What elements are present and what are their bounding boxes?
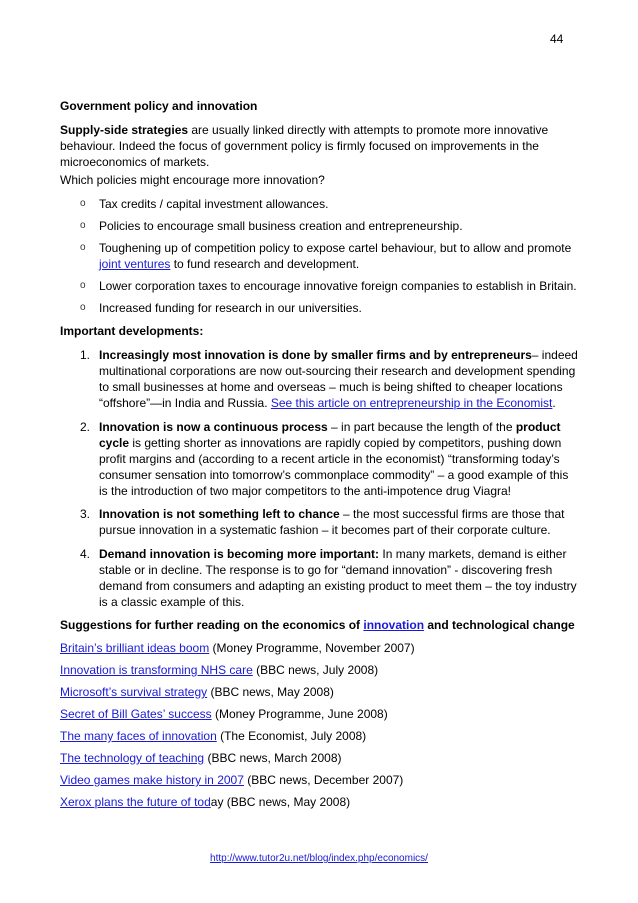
reading-item: Video games make history in 2007 (BBC news, December 2007) xyxy=(60,773,404,787)
reading-item: Microsoft’s survival strategy (BBC news, May 2008) xyxy=(60,685,334,699)
bullet-marker: o xyxy=(80,302,86,313)
intro-bold: Supply-side strategies xyxy=(60,123,189,137)
suggestions-heading: Suggestions for further reading on the economics of innovation and technological change xyxy=(60,618,575,632)
innovation-link[interactable]: innovation xyxy=(363,618,425,632)
bullet-marker: o xyxy=(80,198,86,209)
page-number: 44 xyxy=(550,32,564,46)
bullet-marker: o xyxy=(80,220,86,231)
section-heading: Government policy and innovation xyxy=(60,99,258,113)
developments-heading: Important developments: xyxy=(60,324,204,338)
reading-item: Secret of Bill Gates’ success (Money Programme, June 2008) xyxy=(60,707,388,721)
reading-item: Xerox plans the future of today (BBC news, May 2008) xyxy=(60,795,351,809)
question-text: Which policies might encourage more innovation? xyxy=(60,173,325,187)
bullet-marker: o xyxy=(80,280,86,291)
bullet-marker: o xyxy=(80,242,86,253)
economist-article-link[interactable]: See this article on entrepreneurship in the Economist xyxy=(270,396,553,410)
reading-item: Britain’s brilliant ideas boom (Money Programme, November 2007) xyxy=(60,641,415,655)
joint-ventures-link[interactable]: joint ventures xyxy=(99,257,171,271)
reading-item: The many faces of innovation (The Economist, July 2008) xyxy=(60,729,367,743)
footer xyxy=(0,851,638,867)
footer-link[interactable]: http://www.tutor2u.net/blog/index.php/economics/ xyxy=(210,853,428,864)
intro-text: are usually linked directly with attempts to promote more innovative behaviour. Indeed the focus of government policy is firmly focused on improvements in the microeconomics of markets. xyxy=(60,123,549,169)
intro-paragraph xyxy=(60,122,580,170)
reading-item: Innovation is transforming NHS care (BBC news, July 2008) xyxy=(60,663,379,677)
reading-item: The technology of teaching (BBC news, March 2008) xyxy=(60,751,342,765)
